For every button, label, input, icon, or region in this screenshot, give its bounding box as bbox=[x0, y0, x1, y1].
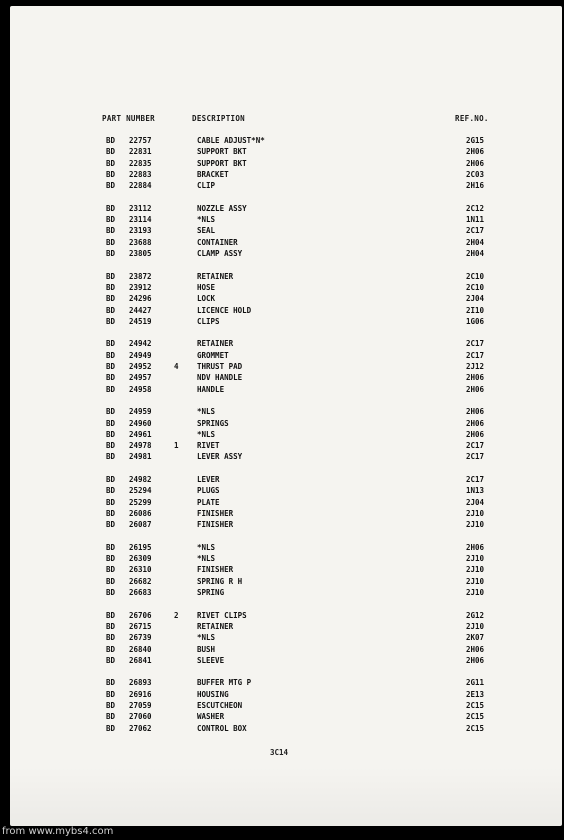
part-description: ESCUTCHEON bbox=[197, 701, 243, 710]
part-description: *NLS bbox=[197, 554, 216, 564]
part-description: CONTROL BOX bbox=[197, 723, 247, 733]
part-prefix: BD bbox=[106, 249, 116, 258]
table-row bbox=[10, 711, 562, 722]
part-ref: 1N11 bbox=[466, 215, 485, 225]
table-row bbox=[10, 248, 562, 259]
part-description: NDV HANDLE bbox=[197, 373, 243, 383]
table-row bbox=[10, 406, 562, 417]
part-prefix: BD bbox=[106, 655, 116, 665]
part-prefix: BD bbox=[106, 486, 116, 496]
part-prefix: BD bbox=[106, 701, 116, 710]
part-ref: 2J10 bbox=[466, 520, 485, 530]
part-ref: 2H06 bbox=[466, 407, 485, 417]
part-description: RIVET CLIPS bbox=[197, 610, 247, 620]
part-qty: 4 bbox=[174, 362, 179, 371]
part-number: 24982 bbox=[129, 475, 152, 484]
part-description: CLAMP ASSY bbox=[197, 249, 243, 258]
part-number: 27062 bbox=[129, 723, 152, 733]
part-number: 24957 bbox=[129, 373, 152, 383]
part-description: CLIPS bbox=[197, 316, 220, 326]
part-ref: 2H16 bbox=[466, 181, 485, 191]
table-row bbox=[10, 214, 562, 225]
part-ref: 2G12 bbox=[466, 610, 485, 620]
part-ref: 2G15 bbox=[466, 136, 485, 145]
table-row bbox=[10, 677, 562, 688]
part-ref: 2E13 bbox=[466, 689, 485, 699]
part-number: 23112 bbox=[129, 203, 152, 213]
part-number: 24961 bbox=[129, 429, 152, 439]
part-prefix: BD bbox=[106, 644, 116, 654]
part-number: 26706 bbox=[129, 610, 152, 620]
table-row bbox=[10, 610, 562, 621]
part-description: SPRING bbox=[197, 588, 225, 597]
table-row bbox=[10, 237, 562, 248]
part-description: SLEEVE bbox=[197, 655, 225, 665]
part-description: SPRING R H bbox=[197, 576, 243, 586]
part-prefix: BD bbox=[106, 633, 116, 643]
part-description: RETAINER bbox=[197, 621, 234, 631]
part-description: HOUSING bbox=[197, 689, 229, 699]
part-prefix: BD bbox=[106, 203, 116, 213]
part-ref: 2J10 bbox=[466, 621, 485, 631]
table-row bbox=[10, 305, 562, 316]
part-description: PLUGS bbox=[197, 486, 220, 496]
table-row bbox=[10, 384, 562, 395]
part-number: 26087 bbox=[129, 520, 152, 530]
table-row bbox=[10, 621, 562, 632]
table-row bbox=[10, 180, 562, 191]
part-number: 23805 bbox=[129, 249, 152, 258]
part-ref: 2C17 bbox=[466, 452, 485, 462]
header-ref-no: REF.NO. bbox=[455, 114, 489, 123]
table-row bbox=[10, 429, 562, 440]
part-prefix: BD bbox=[106, 452, 116, 462]
part-ref: 2C17 bbox=[466, 475, 485, 484]
part-ref: 2C10 bbox=[466, 282, 485, 292]
table-row bbox=[10, 293, 562, 304]
header-part-number: PART NUMBER bbox=[102, 114, 155, 123]
part-description: RETAINER bbox=[197, 271, 234, 281]
part-ref: 2C17 bbox=[466, 350, 485, 360]
part-ref: 2J10 bbox=[466, 508, 485, 518]
part-prefix: BD bbox=[106, 316, 116, 326]
header-description: DESCRIPTION bbox=[192, 114, 245, 123]
part-number: 24952 bbox=[129, 362, 152, 371]
part-prefix: BD bbox=[106, 554, 116, 564]
part-ref: 2H06 bbox=[466, 147, 485, 157]
page-number: 3C14 bbox=[270, 748, 289, 757]
table-row bbox=[10, 519, 562, 530]
part-number: 22883 bbox=[129, 169, 152, 179]
part-ref: 2C17 bbox=[466, 441, 485, 451]
part-number: 24960 bbox=[129, 418, 152, 428]
part-number: 26086 bbox=[129, 508, 152, 518]
part-number: 24981 bbox=[129, 452, 152, 462]
part-ref: 2C17 bbox=[466, 226, 485, 236]
part-number: 24942 bbox=[129, 339, 152, 349]
part-number: 23114 bbox=[129, 215, 152, 225]
part-description: WASHER bbox=[197, 712, 225, 722]
part-description: *NLS bbox=[197, 407, 216, 417]
part-number: 25299 bbox=[129, 497, 152, 507]
parts-list-page bbox=[10, 6, 562, 826]
part-number: 22835 bbox=[129, 158, 152, 168]
table-row bbox=[10, 644, 562, 655]
part-number: 26682 bbox=[129, 576, 152, 586]
part-description: LEVER bbox=[197, 475, 220, 484]
part-description: THRUST PAD bbox=[197, 362, 243, 371]
part-number: 26916 bbox=[129, 689, 152, 699]
table-row bbox=[10, 203, 562, 214]
part-prefix: BD bbox=[106, 610, 116, 620]
table-row bbox=[10, 700, 562, 711]
table-row bbox=[10, 135, 562, 146]
part-number: 26715 bbox=[129, 621, 152, 631]
part-number: 27059 bbox=[129, 701, 152, 710]
table-row bbox=[10, 440, 562, 451]
part-prefix: BD bbox=[106, 373, 116, 383]
part-ref: 1N13 bbox=[466, 486, 485, 496]
part-ref: 2J04 bbox=[466, 294, 485, 304]
table-row bbox=[10, 282, 562, 293]
part-ref: 2H06 bbox=[466, 384, 485, 394]
part-description: FINISHER bbox=[197, 520, 234, 530]
part-ref: 2J10 bbox=[466, 565, 485, 575]
part-number: 24959 bbox=[129, 407, 152, 417]
part-number: 23193 bbox=[129, 226, 152, 236]
part-number: 26893 bbox=[129, 678, 152, 688]
part-description: NOZZLE ASSY bbox=[197, 203, 247, 213]
table-row bbox=[10, 316, 562, 327]
part-prefix: BD bbox=[106, 418, 116, 428]
part-prefix: BD bbox=[106, 339, 116, 349]
part-ref: 2H06 bbox=[466, 373, 485, 383]
part-description: FINISHER bbox=[197, 565, 234, 575]
part-ref: 2J12 bbox=[466, 362, 485, 371]
part-number: 26309 bbox=[129, 554, 152, 564]
part-prefix: BD bbox=[106, 723, 116, 733]
table-row bbox=[10, 497, 562, 508]
table-row bbox=[10, 225, 562, 236]
part-number: 24949 bbox=[129, 350, 152, 360]
watermark-footer: from www.mybs4.com bbox=[2, 826, 114, 837]
table-row bbox=[10, 451, 562, 462]
part-ref: 2H06 bbox=[466, 655, 485, 665]
part-number: 24296 bbox=[129, 294, 152, 304]
table-row bbox=[10, 158, 562, 169]
part-number: 26840 bbox=[129, 644, 152, 654]
table-row bbox=[10, 418, 562, 429]
part-ref: 2H04 bbox=[466, 237, 485, 247]
part-description: BUFFER MTG P bbox=[197, 678, 252, 688]
part-prefix: BD bbox=[106, 508, 116, 518]
part-prefix: BD bbox=[106, 384, 116, 394]
table-row bbox=[10, 350, 562, 361]
part-number: 22757 bbox=[129, 136, 152, 145]
part-description: LEVER ASSY bbox=[197, 452, 243, 462]
part-ref: 2K07 bbox=[466, 633, 485, 643]
part-number: 26195 bbox=[129, 542, 152, 552]
part-prefix: BD bbox=[106, 147, 116, 157]
part-prefix: BD bbox=[106, 136, 116, 145]
part-ref: 2I10 bbox=[466, 305, 485, 315]
table-row bbox=[10, 542, 562, 553]
table-row bbox=[10, 655, 562, 666]
part-ref: 2C03 bbox=[466, 169, 485, 179]
part-prefix: BD bbox=[106, 271, 116, 281]
table-row bbox=[10, 338, 562, 349]
part-prefix: BD bbox=[106, 576, 116, 586]
part-number: 24427 bbox=[129, 305, 152, 315]
part-description: *NLS bbox=[197, 429, 216, 439]
part-prefix: BD bbox=[106, 520, 116, 530]
part-description: BUSH bbox=[197, 644, 216, 654]
table-row bbox=[10, 564, 562, 575]
part-number: 26739 bbox=[129, 633, 152, 643]
part-qty: 2 bbox=[174, 610, 179, 620]
part-qty: 1 bbox=[174, 441, 179, 451]
part-description: SPRINGS bbox=[197, 418, 229, 428]
table-row bbox=[10, 485, 562, 496]
part-number: 22884 bbox=[129, 181, 152, 191]
table-row bbox=[10, 372, 562, 383]
part-number: 26683 bbox=[129, 588, 152, 597]
part-prefix: BD bbox=[106, 215, 116, 225]
part-number: 24958 bbox=[129, 384, 152, 394]
part-description: CABLE ADJUST*N* bbox=[197, 136, 265, 145]
part-ref: 2J10 bbox=[466, 588, 485, 597]
part-prefix: BD bbox=[106, 181, 116, 191]
part-description: *NLS bbox=[197, 542, 216, 552]
part-description: HOSE bbox=[197, 282, 216, 292]
table-row bbox=[10, 689, 562, 700]
part-description: *NLS bbox=[197, 215, 216, 225]
table-row bbox=[10, 632, 562, 643]
table-row bbox=[10, 576, 562, 587]
table-row bbox=[10, 146, 562, 157]
part-prefix: BD bbox=[106, 497, 116, 507]
part-number: 22831 bbox=[129, 147, 152, 157]
table-row bbox=[10, 553, 562, 564]
part-number: 26310 bbox=[129, 565, 152, 575]
part-prefix: BD bbox=[106, 282, 116, 292]
part-ref: 2H06 bbox=[466, 644, 485, 654]
part-ref: 2C15 bbox=[466, 723, 485, 733]
table-row bbox=[10, 723, 562, 734]
part-prefix: BD bbox=[106, 565, 116, 575]
part-ref: 2C10 bbox=[466, 271, 485, 281]
part-ref: 2H06 bbox=[466, 429, 485, 439]
part-prefix: BD bbox=[106, 712, 116, 722]
part-ref: 2H06 bbox=[466, 418, 485, 428]
part-prefix: BD bbox=[106, 678, 116, 688]
part-prefix: BD bbox=[106, 588, 116, 597]
part-ref: 2C15 bbox=[466, 712, 485, 722]
part-number: 23912 bbox=[129, 282, 152, 292]
part-ref: 2J10 bbox=[466, 554, 485, 564]
table-row bbox=[10, 361, 562, 372]
part-ref: 2C15 bbox=[466, 701, 485, 710]
part-ref: 2H06 bbox=[466, 158, 485, 168]
part-prefix: BD bbox=[106, 441, 116, 451]
part-prefix: BD bbox=[106, 542, 116, 552]
part-number: 24519 bbox=[129, 316, 152, 326]
part-prefix: BD bbox=[106, 237, 116, 247]
part-description: HANDLE bbox=[197, 384, 225, 394]
table-row bbox=[10, 587, 562, 598]
part-description: CLIP bbox=[197, 181, 216, 191]
part-ref: 1G06 bbox=[466, 316, 485, 326]
part-prefix: BD bbox=[106, 294, 116, 304]
part-number: 27060 bbox=[129, 712, 152, 722]
part-description: SUPPORT BKT bbox=[197, 158, 247, 168]
part-number: 26841 bbox=[129, 655, 152, 665]
part-prefix: BD bbox=[106, 407, 116, 417]
part-number: 23872 bbox=[129, 271, 152, 281]
part-description: PLATE bbox=[197, 497, 220, 507]
part-description: *NLS bbox=[197, 633, 216, 643]
table-row bbox=[10, 169, 562, 180]
part-prefix: BD bbox=[106, 429, 116, 439]
page-shadow bbox=[10, 766, 562, 826]
part-prefix: BD bbox=[106, 158, 116, 168]
part-ref: 2J10 bbox=[466, 576, 485, 586]
part-prefix: BD bbox=[106, 350, 116, 360]
part-description: LICENCE HOLD bbox=[197, 305, 252, 315]
part-ref: 2H06 bbox=[466, 542, 485, 552]
part-prefix: BD bbox=[106, 475, 116, 484]
part-description: RIVET bbox=[197, 441, 220, 451]
part-prefix: BD bbox=[106, 226, 116, 236]
part-number: 24978 bbox=[129, 441, 152, 451]
table-row bbox=[10, 271, 562, 282]
part-description: LOCK bbox=[197, 294, 216, 304]
part-ref: 2C17 bbox=[466, 339, 485, 349]
part-ref: 2J04 bbox=[466, 497, 485, 507]
part-ref: 2C12 bbox=[466, 203, 485, 213]
part-prefix: BD bbox=[106, 689, 116, 699]
part-description: SEAL bbox=[197, 226, 216, 236]
part-ref: 2H04 bbox=[466, 249, 485, 258]
table-row bbox=[10, 474, 562, 485]
part-description: SUPPORT BKT bbox=[197, 147, 247, 157]
part-prefix: BD bbox=[106, 169, 116, 179]
part-prefix: BD bbox=[106, 362, 116, 371]
part-description: RETAINER bbox=[197, 339, 234, 349]
table-row bbox=[10, 508, 562, 519]
part-description: GROMMET bbox=[197, 350, 229, 360]
part-ref: 2G11 bbox=[466, 678, 485, 688]
part-description: CONTAINER bbox=[197, 237, 238, 247]
part-description: BRACKET bbox=[197, 169, 229, 179]
part-prefix: BD bbox=[106, 305, 116, 315]
part-prefix: BD bbox=[106, 621, 116, 631]
part-number: 25294 bbox=[129, 486, 152, 496]
part-number: 23688 bbox=[129, 237, 152, 247]
part-description: FINISHER bbox=[197, 508, 234, 518]
